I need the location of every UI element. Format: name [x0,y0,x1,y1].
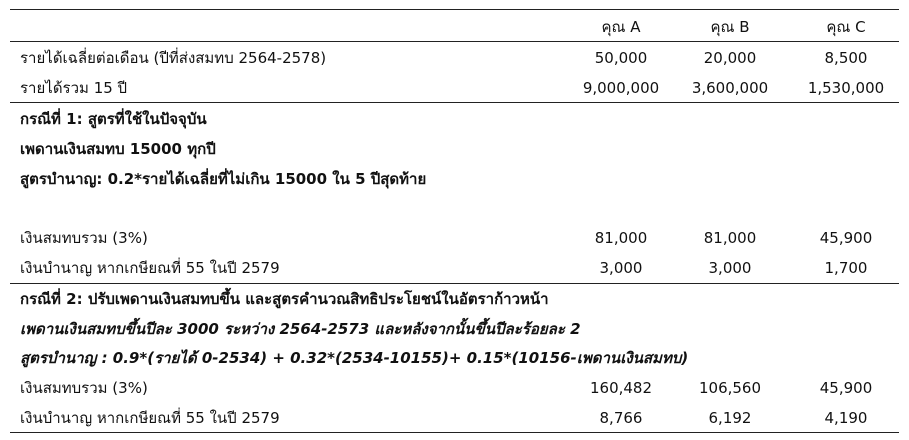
row-label: เงินบำนาญ หากเกษียณที่ 55 ในปี 2579 [20,409,280,427]
case1-title: กรณีที่ 1: สูตรที่ใช้ในปัจจุบัน [20,110,207,128]
top-rule [10,9,899,10]
case1-line1: เพดานเงินสมทบ 15000 ทุกปี [20,140,216,158]
row-label: รายได้รวม 15 ปี [20,79,128,97]
case1-line1-row [0,134,909,164]
cell-a: 50,000 [594,49,648,67]
table-row [0,73,909,103]
header-b: คุณ B [710,18,750,36]
cell-b: 106,560 [698,379,762,397]
cell-b: 6,192 [708,409,752,427]
case2-title-row [0,284,909,314]
cell-c: 45,900 [819,229,873,247]
case2-line1-row [0,314,909,344]
case1-line2-row [0,164,909,194]
header-rule [10,41,899,42]
cell-c: 1,700 [824,259,868,277]
case2-line2-row [0,343,909,373]
cell-a: 160,482 [589,379,653,397]
case2-line2: สูตรบำนาญ : 0.9*(รายได้ 0-2534) + 0.32*(2534-10155)+ 0.15*(10156-เพดานเงินสมทบ) [20,349,689,367]
header-row [0,12,909,42]
cell-b: 20,000 [703,49,757,67]
cell-c: 8,500 [824,49,868,67]
cell-c: 1,530,000 [807,79,885,97]
case1-line2: สูตรบำนาญ: 0.2*รายได้เฉลี่ยที่ไม่เกิน 15000 ใน 5 ปีสุดท้าย [20,170,427,188]
table-row [0,43,909,73]
cell-b: 3,000 [708,259,752,277]
cell-a: 3,000 [599,259,643,277]
row-label: เงินสมทบรวม (3%) [20,229,148,247]
row-label: เงินสมทบรวม (3%) [20,379,148,397]
case1-rule [10,102,899,103]
table-row [0,373,909,403]
row-label: รายได้เฉลี่ยต่อเดือน (ปีที่ส่งสมทบ 2564-2578) [20,49,327,67]
header-a: คุณ A [601,18,641,36]
table-row [0,223,909,253]
cell-c: 4,190 [824,409,868,427]
cell-b: 81,000 [703,229,757,247]
bottom-rule [10,432,899,433]
case1-title-row [0,104,909,134]
cell-c: 45,900 [819,379,873,397]
cell-a: 8,766 [599,409,643,427]
row-label: เงินบำนาญ หากเกษียณที่ 55 ในปี 2579 [20,259,280,277]
header-c: คุณ C [826,18,866,36]
table-row [0,253,909,283]
cell-b: 3,600,000 [691,79,769,97]
table-row [0,403,909,433]
cell-a: 9,000,000 [582,79,660,97]
case2-title: กรณีที่ 2: ปรับเพดานเงินสมทบขึ้น และสูตรคำนวณสิทธิประโยชน์ในอัตราก้าวหน้า [20,290,549,308]
cell-a: 81,000 [594,229,648,247]
case2-line1: เพดานเงินสมทบขึ้นปีละ 3000 ระหว่าง 2564-2573 และหลังจากนั้นขึ้นปีละร้อยละ 2 [20,320,581,338]
